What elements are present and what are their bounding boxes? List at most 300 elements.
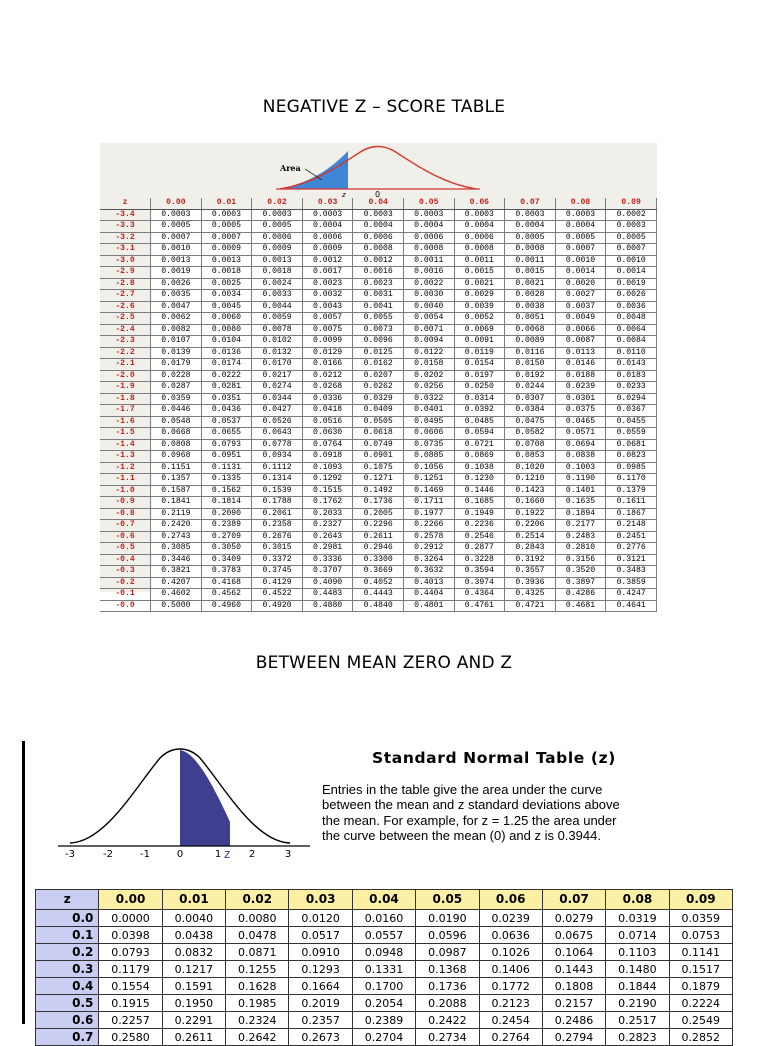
probability-cell: 0.1685 bbox=[454, 497, 505, 509]
probability-cell: 0.0202 bbox=[403, 370, 454, 382]
column-header: 0.06 bbox=[454, 198, 505, 209]
probability-cell: 0.2734 bbox=[416, 1029, 479, 1046]
probability-cell: 0.0007 bbox=[555, 244, 606, 256]
probability-cell: 0.0948 bbox=[352, 944, 415, 961]
probability-cell: 0.0987 bbox=[416, 944, 479, 961]
probability-cell: 0.0003 bbox=[403, 209, 454, 221]
probability-cell: 0.0026 bbox=[151, 278, 202, 290]
probability-cell: 0.0681 bbox=[606, 439, 657, 451]
probability-cell: 0.0505 bbox=[353, 416, 404, 428]
probability-cell: 0.0087 bbox=[555, 336, 606, 348]
negative-z-table-figure bbox=[100, 143, 657, 610]
z-value-cell: -1.8 bbox=[100, 393, 151, 405]
probability-cell: 0.0596 bbox=[416, 927, 479, 944]
probability-cell: 0.0003 bbox=[454, 209, 505, 221]
column-header: 0.08 bbox=[555, 198, 606, 209]
table-row bbox=[100, 497, 657, 509]
probability-cell: 0.0351 bbox=[201, 393, 252, 405]
probability-cell: 0.2483 bbox=[555, 531, 606, 543]
table-row bbox=[100, 301, 657, 313]
probability-cell: 0.0007 bbox=[151, 232, 202, 244]
column-header: 0.08 bbox=[606, 890, 669, 910]
probability-cell: 0.0102 bbox=[252, 336, 303, 348]
probability-cell: 0.0749 bbox=[353, 439, 404, 451]
probability-cell: 0.0041 bbox=[353, 301, 404, 313]
table-row bbox=[100, 244, 657, 256]
probability-cell: 0.0019 bbox=[606, 278, 657, 290]
probability-cell: 0.4562 bbox=[201, 589, 252, 601]
z-value-cell: 0.3 bbox=[36, 961, 99, 978]
probability-cell: 0.4801 bbox=[403, 600, 454, 612]
negative-z-heading: NEGATIVE Z – SCORE TABLE bbox=[262, 97, 506, 117]
probability-cell: 0.2257 bbox=[99, 1012, 162, 1029]
probability-cell: 0.0455 bbox=[606, 416, 657, 428]
probability-cell: 0.2327 bbox=[302, 520, 353, 532]
z-value-cell: 0.7 bbox=[36, 1029, 99, 1046]
standard-normal-table-title: Standard Normal Table (z) bbox=[372, 749, 616, 767]
probability-cell: 0.0136 bbox=[201, 347, 252, 359]
probability-cell: 0.0262 bbox=[353, 382, 404, 394]
probability-cell: 0.0166 bbox=[302, 359, 353, 371]
table-row bbox=[100, 278, 657, 290]
table-row bbox=[100, 313, 657, 325]
table-row bbox=[100, 589, 657, 601]
probability-cell: 0.0735 bbox=[403, 439, 454, 451]
probability-cell: 0.2291 bbox=[162, 1012, 225, 1029]
probability-cell: 0.4641 bbox=[606, 600, 657, 612]
probability-cell: 0.4522 bbox=[252, 589, 303, 601]
probability-cell: 0.0003 bbox=[201, 209, 252, 221]
probability-cell: 0.1587 bbox=[151, 485, 202, 497]
table-row bbox=[100, 531, 657, 543]
column-header: 0.06 bbox=[479, 890, 542, 910]
probability-cell: 0.0013 bbox=[151, 255, 202, 267]
probability-cell: 0.1271 bbox=[353, 474, 404, 486]
probability-cell: 0.0055 bbox=[353, 313, 404, 325]
probability-cell: 0.0023 bbox=[353, 278, 404, 290]
probability-cell: 0.2673 bbox=[289, 1029, 352, 1046]
probability-cell: 0.0044 bbox=[252, 301, 303, 313]
probability-cell: 0.0018 bbox=[252, 267, 303, 279]
axis-tick-label: 3 bbox=[284, 849, 292, 858]
probability-cell: 0.0054 bbox=[403, 313, 454, 325]
z-axis-label: z bbox=[224, 847, 231, 858]
probability-cell: 0.0091 bbox=[454, 336, 505, 348]
z-value-cell: -2.4 bbox=[100, 324, 151, 336]
probability-cell: 0.0274 bbox=[252, 382, 303, 394]
probability-cell: 0.0006 bbox=[302, 232, 353, 244]
probability-cell: 0.0367 bbox=[606, 405, 657, 417]
probability-cell: 0.0057 bbox=[302, 313, 353, 325]
table-row bbox=[36, 927, 733, 944]
probability-cell: 0.0129 bbox=[302, 347, 353, 359]
probability-cell: 0.0256 bbox=[403, 382, 454, 394]
column-header: 0.05 bbox=[416, 890, 479, 910]
probability-cell: 0.2580 bbox=[99, 1029, 162, 1046]
probability-cell: 0.1131 bbox=[201, 462, 252, 474]
probability-cell: 0.3085 bbox=[151, 543, 202, 555]
probability-cell: 0.0107 bbox=[151, 336, 202, 348]
z-value-cell: -0.0 bbox=[100, 600, 151, 612]
axis-tick-label: 1 bbox=[214, 849, 222, 858]
probability-cell: 0.4364 bbox=[454, 589, 505, 601]
probability-cell: 0.4602 bbox=[151, 589, 202, 601]
table-row bbox=[100, 290, 657, 302]
probability-cell: 0.1711 bbox=[403, 497, 454, 509]
probability-cell: 0.0359 bbox=[151, 393, 202, 405]
probability-cell: 0.0668 bbox=[151, 428, 202, 440]
probability-cell: 0.2843 bbox=[505, 543, 556, 555]
column-header: 0.03 bbox=[289, 890, 352, 910]
table-row bbox=[100, 462, 657, 474]
probability-cell: 0.0018 bbox=[201, 267, 252, 279]
column-header: 0.07 bbox=[542, 890, 605, 910]
probability-cell: 0.0021 bbox=[454, 278, 505, 290]
table-row bbox=[100, 221, 657, 233]
table-row bbox=[100, 347, 657, 359]
probability-cell: 0.0838 bbox=[555, 451, 606, 463]
probability-cell: 0.3936 bbox=[505, 577, 556, 589]
probability-cell: 0.0344 bbox=[252, 393, 303, 405]
probability-cell: 0.3228 bbox=[454, 554, 505, 566]
probability-cell: 0.3446 bbox=[151, 554, 202, 566]
probability-cell: 0.0244 bbox=[505, 382, 556, 394]
probability-cell: 0.2033 bbox=[302, 508, 353, 520]
probability-cell: 0.0675 bbox=[542, 927, 605, 944]
z-value-cell: -1.9 bbox=[100, 382, 151, 394]
probability-cell: 0.0250 bbox=[454, 382, 505, 394]
probability-cell: 0.0764 bbox=[302, 439, 353, 451]
z-value-cell: -1.7 bbox=[100, 405, 151, 417]
probability-cell: 0.0516 bbox=[302, 416, 353, 428]
probability-cell: 0.2743 bbox=[151, 531, 202, 543]
probability-cell: 0.0375 bbox=[555, 405, 606, 417]
probability-cell: 0.2486 bbox=[542, 1012, 605, 1029]
probability-cell: 0.0853 bbox=[505, 451, 556, 463]
probability-cell: 0.0008 bbox=[353, 244, 404, 256]
probability-cell: 0.3050 bbox=[201, 543, 252, 555]
probability-cell: 0.1064 bbox=[542, 944, 605, 961]
probability-cell: 0.0009 bbox=[252, 244, 303, 256]
probability-cell: 0.0418 bbox=[302, 405, 353, 417]
probability-cell: 0.0033 bbox=[252, 290, 303, 302]
probability-cell: 0.0009 bbox=[201, 244, 252, 256]
probability-cell: 0.1762 bbox=[302, 497, 353, 509]
probability-cell: 0.0005 bbox=[151, 221, 202, 233]
probability-cell: 0.0548 bbox=[151, 416, 202, 428]
table-row bbox=[100, 566, 657, 578]
z-value-cell: -2.1 bbox=[100, 359, 151, 371]
probability-cell: 0.3821 bbox=[151, 566, 202, 578]
probability-cell: 0.4721 bbox=[505, 600, 556, 612]
z-value-cell: -1.5 bbox=[100, 428, 151, 440]
probability-cell: 0.0010 bbox=[151, 244, 202, 256]
probability-cell: 0.0708 bbox=[505, 439, 556, 451]
axis-tick-label: 2 bbox=[248, 849, 256, 858]
probability-cell: 0.2823 bbox=[606, 1029, 669, 1046]
probability-cell: 0.1611 bbox=[606, 497, 657, 509]
axis-tick-labels bbox=[65, 849, 291, 858]
probability-cell: 0.2454 bbox=[479, 1012, 542, 1029]
probability-cell: 0.0721 bbox=[454, 439, 505, 451]
z-value-cell: -1.4 bbox=[100, 439, 151, 451]
probability-cell: 0.1700 bbox=[352, 978, 415, 995]
probability-cell: 0.0643 bbox=[252, 428, 303, 440]
probability-cell: 0.3707 bbox=[302, 566, 353, 578]
probability-cell: 0.1331 bbox=[352, 961, 415, 978]
probability-cell: 0.4920 bbox=[252, 600, 303, 612]
probability-cell: 0.0032 bbox=[302, 290, 353, 302]
probability-cell: 0.0016 bbox=[353, 267, 404, 279]
probability-cell: 0.1635 bbox=[555, 497, 606, 509]
probability-cell: 0.0485 bbox=[454, 416, 505, 428]
probability-cell: 0.0064 bbox=[606, 324, 657, 336]
probability-cell: 0.2119 bbox=[151, 508, 202, 520]
probability-cell: 0.2005 bbox=[353, 508, 404, 520]
table-row bbox=[100, 520, 657, 532]
probability-cell: 0.1469 bbox=[403, 485, 454, 497]
probability-cell: 0.0007 bbox=[201, 232, 252, 244]
probability-cell: 0.0951 bbox=[201, 451, 252, 463]
table-row bbox=[100, 209, 657, 221]
probability-cell: 0.2704 bbox=[352, 1029, 415, 1046]
description-line: Entries in the table give the area under the curve bbox=[322, 782, 603, 797]
probability-cell: 0.2296 bbox=[353, 520, 404, 532]
column-header: 0.00 bbox=[151, 198, 202, 209]
probability-cell: 0.2912 bbox=[403, 543, 454, 555]
probability-cell: 0.1515 bbox=[302, 485, 353, 497]
probability-cell: 0.0714 bbox=[606, 927, 669, 944]
probability-cell: 0.0753 bbox=[669, 927, 732, 944]
probability-cell: 0.0082 bbox=[151, 324, 202, 336]
probability-cell: 0.3632 bbox=[403, 566, 454, 578]
probability-cell: 0.4761 bbox=[454, 600, 505, 612]
table-row bbox=[100, 255, 657, 267]
z-value-cell: -0.1 bbox=[100, 589, 151, 601]
axis-tick-label: -1 bbox=[140, 849, 150, 858]
probability-cell: 0.1075 bbox=[353, 462, 404, 474]
z-column-header: z bbox=[100, 198, 151, 209]
probability-cell: 0.1591 bbox=[162, 978, 225, 995]
probability-cell: 0.1736 bbox=[416, 978, 479, 995]
axis-tick-label: -3 bbox=[65, 849, 75, 858]
probability-cell: 0.2451 bbox=[606, 531, 657, 543]
probability-cell: 0.0154 bbox=[454, 359, 505, 371]
probability-cell: 0.0060 bbox=[201, 313, 252, 325]
probability-cell: 0.1368 bbox=[416, 961, 479, 978]
probability-cell: 0.0113 bbox=[555, 347, 606, 359]
probability-cell: 0.2177 bbox=[555, 520, 606, 532]
probability-cell: 0.0217 bbox=[252, 370, 303, 382]
probability-cell: 0.0146 bbox=[555, 359, 606, 371]
probability-cell: 0.0062 bbox=[151, 313, 202, 325]
probability-cell: 0.0048 bbox=[606, 313, 657, 325]
probability-cell: 0.2514 bbox=[505, 531, 556, 543]
probability-cell: 0.0636 bbox=[479, 927, 542, 944]
probability-cell: 0.4681 bbox=[555, 600, 606, 612]
probability-cell: 0.0793 bbox=[201, 439, 252, 451]
z-value-cell: -2.6 bbox=[100, 301, 151, 313]
probability-cell: 0.0901 bbox=[353, 451, 404, 463]
probability-cell: 0.0015 bbox=[454, 267, 505, 279]
probability-cell: 0.1151 bbox=[151, 462, 202, 474]
area-label: Area bbox=[280, 163, 301, 173]
z-value-cell: -0.9 bbox=[100, 497, 151, 509]
probability-cell: 0.1230 bbox=[454, 474, 505, 486]
probability-cell: 0.2709 bbox=[201, 531, 252, 543]
probability-cell: 0.1922 bbox=[505, 508, 556, 520]
probability-cell: 0.0003 bbox=[353, 209, 404, 221]
z-value-cell: -3.1 bbox=[100, 244, 151, 256]
probability-cell: 0.0049 bbox=[555, 313, 606, 325]
probability-cell: 0.2794 bbox=[542, 1029, 605, 1046]
probability-cell: 0.0409 bbox=[353, 405, 404, 417]
probability-cell: 0.0188 bbox=[555, 370, 606, 382]
probability-cell: 0.0985 bbox=[606, 462, 657, 474]
probability-cell: 0.0045 bbox=[201, 301, 252, 313]
probability-cell: 0.2611 bbox=[353, 531, 404, 543]
probability-cell: 0.1020 bbox=[505, 462, 556, 474]
z-value-cell: -0.5 bbox=[100, 543, 151, 555]
z-value-cell: -3.2 bbox=[100, 232, 151, 244]
zero-marker-label: 0 bbox=[375, 190, 381, 199]
probability-cell: 0.0294 bbox=[606, 393, 657, 405]
probability-cell: 0.3336 bbox=[302, 554, 353, 566]
probability-cell: 0.0436 bbox=[201, 405, 252, 417]
probability-cell: 0.2054 bbox=[352, 995, 415, 1012]
probability-cell: 0.2236 bbox=[454, 520, 505, 532]
table-row bbox=[100, 543, 657, 555]
probability-cell: 0.0011 bbox=[403, 255, 454, 267]
probability-cell: 0.0401 bbox=[403, 405, 454, 417]
probability-cell: 0.3121 bbox=[606, 554, 657, 566]
table-row bbox=[100, 439, 657, 451]
probability-cell: 0.0005 bbox=[606, 232, 657, 244]
probability-cell: 0.0080 bbox=[201, 324, 252, 336]
table-description bbox=[322, 782, 722, 843]
probability-cell: 0.0071 bbox=[403, 324, 454, 336]
probability-cell: 0.0322 bbox=[403, 393, 454, 405]
probability-cell: 0.1335 bbox=[201, 474, 252, 486]
bell-curve-area-figure bbox=[100, 143, 657, 199]
probability-cell: 0.0007 bbox=[606, 244, 657, 256]
probability-cell: 0.4960 bbox=[201, 600, 252, 612]
probability-cell: 0.0080 bbox=[226, 910, 289, 927]
probability-cell: 0.0068 bbox=[505, 324, 556, 336]
probability-cell: 0.1660 bbox=[505, 497, 556, 509]
probability-cell: 0.2764 bbox=[479, 1029, 542, 1046]
probability-cell: 0.0116 bbox=[505, 347, 556, 359]
probability-cell: 0.1664 bbox=[289, 978, 352, 995]
probability-cell: 0.1915 bbox=[99, 995, 162, 1012]
probability-cell: 0.0006 bbox=[353, 232, 404, 244]
probability-cell: 0.0003 bbox=[302, 209, 353, 221]
probability-cell: 0.0319 bbox=[606, 910, 669, 927]
probability-cell: 0.1314 bbox=[252, 474, 303, 486]
probability-cell: 0.0183 bbox=[606, 370, 657, 382]
probability-cell: 0.0207 bbox=[353, 370, 404, 382]
table-row bbox=[100, 451, 657, 463]
probability-cell: 0.0010 bbox=[555, 255, 606, 267]
probability-cell: 0.1443 bbox=[542, 961, 605, 978]
probability-cell: 0.0104 bbox=[201, 336, 252, 348]
probability-cell: 0.4404 bbox=[403, 589, 454, 601]
probability-cell: 0.0013 bbox=[201, 255, 252, 267]
probability-cell: 0.1492 bbox=[353, 485, 404, 497]
z-value-cell: 0.2 bbox=[36, 944, 99, 961]
probability-cell: 0.0192 bbox=[505, 370, 556, 382]
probability-cell: 0.0020 bbox=[555, 278, 606, 290]
probability-cell: 0.1170 bbox=[606, 474, 657, 486]
probability-cell: 0.0329 bbox=[353, 393, 404, 405]
probability-cell: 0.0793 bbox=[99, 944, 162, 961]
probability-cell: 0.4286 bbox=[555, 589, 606, 601]
probability-cell: 0.3859 bbox=[606, 577, 657, 589]
probability-cell: 0.2358 bbox=[252, 520, 303, 532]
probability-cell: 0.0012 bbox=[302, 255, 353, 267]
table-row bbox=[100, 382, 657, 394]
table-row bbox=[36, 910, 733, 927]
probability-cell: 0.0052 bbox=[454, 313, 505, 325]
probability-cell: 0.0051 bbox=[505, 313, 556, 325]
probability-cell: 0.0132 bbox=[252, 347, 303, 359]
probability-cell: 0.2643 bbox=[302, 531, 353, 543]
probability-cell: 0.0006 bbox=[454, 232, 505, 244]
table-row bbox=[100, 600, 657, 612]
probability-cell: 0.0314 bbox=[454, 393, 505, 405]
probability-cell: 0.0004 bbox=[454, 221, 505, 233]
probability-cell: 0.3974 bbox=[454, 577, 505, 589]
table-row bbox=[100, 508, 657, 520]
probability-cell: 0.0478 bbox=[226, 927, 289, 944]
probability-cell: 0.0517 bbox=[289, 927, 352, 944]
probability-cell: 0.1210 bbox=[505, 474, 556, 486]
probability-cell: 0.0438 bbox=[162, 927, 225, 944]
table-row bbox=[36, 995, 733, 1012]
probability-cell: 0.0094 bbox=[403, 336, 454, 348]
probability-cell: 0.0038 bbox=[505, 301, 556, 313]
probability-cell: 0.1841 bbox=[151, 497, 202, 509]
probability-cell: 0.0014 bbox=[606, 267, 657, 279]
probability-cell: 0.1406 bbox=[479, 961, 542, 978]
probability-cell: 0.1894 bbox=[555, 508, 606, 520]
probability-cell: 0.0170 bbox=[252, 359, 303, 371]
probability-cell: 0.0017 bbox=[302, 267, 353, 279]
probability-cell: 0.2148 bbox=[606, 520, 657, 532]
probability-cell: 0.0040 bbox=[403, 301, 454, 313]
probability-cell: 0.3372 bbox=[252, 554, 303, 566]
probability-cell: 0.0162 bbox=[353, 359, 404, 371]
probability-cell: 0.1628 bbox=[226, 978, 289, 995]
probability-cell: 0.2852 bbox=[669, 1029, 732, 1046]
probability-cell: 0.0004 bbox=[353, 221, 404, 233]
probability-cell: 0.3745 bbox=[252, 566, 303, 578]
probability-cell: 0.1517 bbox=[669, 961, 732, 978]
probability-cell: 0.0034 bbox=[201, 290, 252, 302]
probability-cell: 0.1985 bbox=[226, 995, 289, 1012]
probability-cell: 0.0040 bbox=[162, 910, 225, 927]
probability-cell: 0.0832 bbox=[162, 944, 225, 961]
probability-cell: 0.0022 bbox=[403, 278, 454, 290]
probability-cell: 0.0096 bbox=[353, 336, 404, 348]
probability-cell: 0.0069 bbox=[454, 324, 505, 336]
probability-cell: 0.0043 bbox=[302, 301, 353, 313]
probability-cell: 0.1814 bbox=[201, 497, 252, 509]
probability-cell: 0.1293 bbox=[289, 961, 352, 978]
probability-cell: 0.0008 bbox=[454, 244, 505, 256]
probability-cell: 0.0120 bbox=[289, 910, 352, 927]
probability-cell: 0.0526 bbox=[252, 416, 303, 428]
